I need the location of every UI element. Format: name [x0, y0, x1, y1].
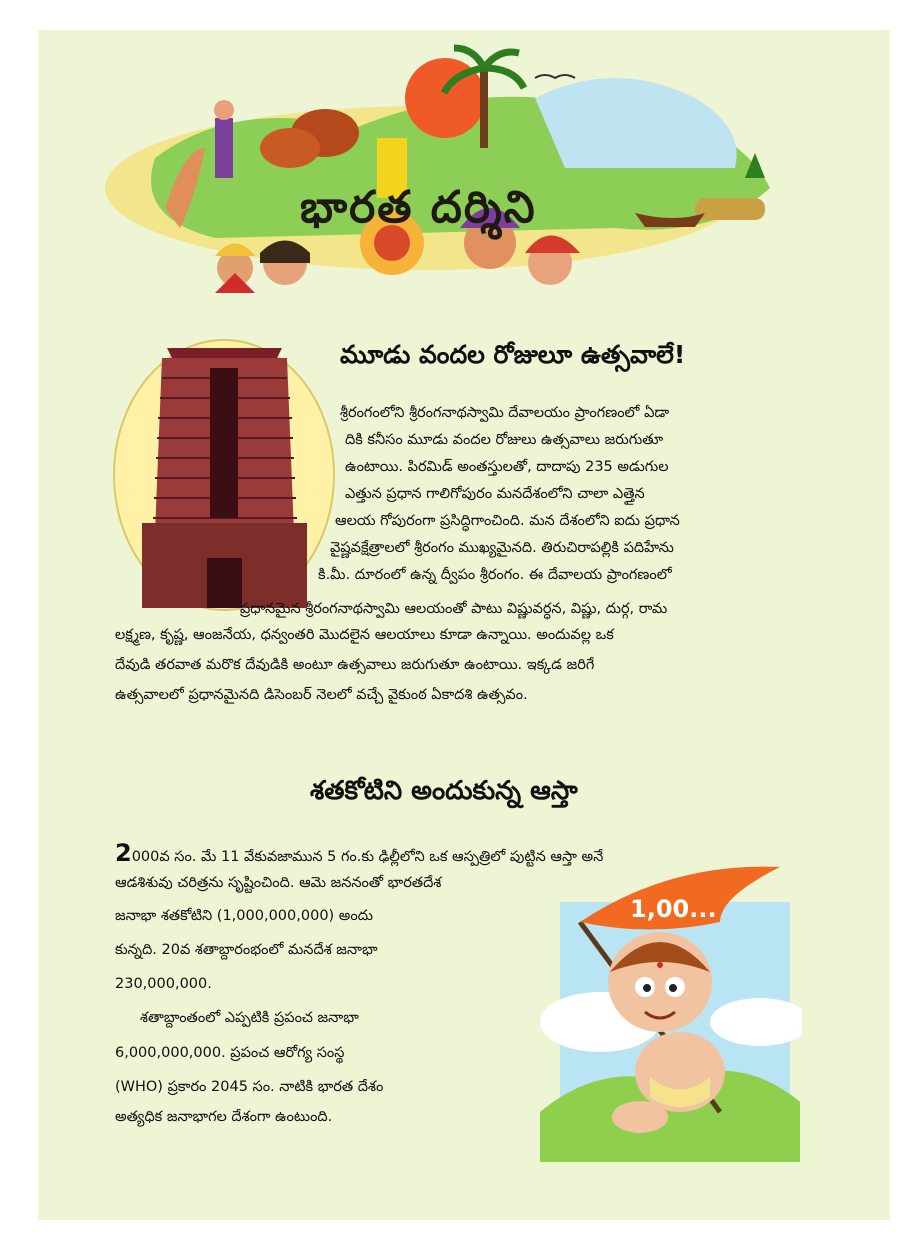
- section1-line: ఉంటాయి. పిరమిడ్ అంతస్తులతో, దాదాపు 235 అడుగుల: [345, 459, 669, 475]
- section1-line: ఆలయ గోపురంగా ప్రసిద్ధిగాంచింది. మన దేశంలోని ఐదు ప్రధాన: [335, 513, 680, 529]
- section1-line: ప్రధానమైన శ్రీరంగనాథస్వామి ఆలయంతో పాటు విష్ణువర్ధన, విష్ణు, దుర్గ, రామ: [240, 601, 668, 617]
- section1-line: లక్ష్మణ, కృష్ణ, ఆంజనేయ, ధన్వంతరి మొదలైన ఆలయాలు కూడా ఉన్నాయి. అందువల్ల ఒక: [115, 627, 614, 643]
- baby-with-flag-illustration: [540, 862, 802, 1166]
- srirangam-temple-image: [112, 338, 337, 613]
- section1-line: ఎత్తున ప్రధాన గాలిగోపురం మనదేశంలోని చాలా ఎత్తైన: [345, 486, 645, 502]
- section2-line: 6,000,000,000. ప్రపంచ ఆరోగ్య సంస్థ: [115, 1045, 345, 1061]
- section2-line: శతాబ్దాంతంలో ఎప్పటికి ప్రపంచ జనాభా: [140, 1010, 359, 1026]
- section1-line: శ్రీరంగంలోని శ్రీరంగనాథస్వామి దేవాలయం ప్రాంగణంలో ఏడా: [340, 405, 670, 421]
- section2-first-line: [115, 840, 603, 871]
- section1-line: ఉత్సవాలలో ప్రధానమైనది డిసెంబర్ నెలలో వచ్చే వైకుంఠ ఏకాదశి ఉత్సవం.: [115, 687, 528, 703]
- section2-line: జనాభా శతకోటిని (1,000,000,000) అందు: [115, 908, 374, 924]
- section1-line: దికి కనీసం మూడు వందల రోజులు ఉత్సవాలు జరుగుతూ: [345, 432, 664, 448]
- bharata-darshini-banner: [95, 38, 775, 300]
- section2-line: 000వ సం. మే 11 వేకువజామున 5 గం.కు ఢిల్లీలోని ఒక ఆస్పత్రిలో పుట్టిన ఆస్తా అనే: [131, 849, 604, 865]
- section2-line: ఆడశిశువు చరిత్రను సృష్టించింది. ఆమె జననంతో భారతదేశ: [115, 875, 442, 891]
- dropcap: 2: [115, 839, 132, 867]
- section2-line: కున్నది. 20వ శతాబ్దారంభంలో మనదేశ జనాభా: [115, 942, 378, 958]
- banner-title: భారత దర్శిని: [300, 182, 537, 233]
- section1-line: దేవుడి తరవాత మరొక దేవుడికి అంటూ ఉత్సవాలు జరుగుతూ ఉంటాయి. ఇక్కడ జరిగే: [115, 657, 595, 673]
- section1-line: కి.మీ. దూరంలో ఉన్న ద్వీపం శ్రీరంగం. ఈ దేవాలయ ప్రాంగణంలో: [318, 567, 672, 583]
- section2-heading: శతకోటిని అందుకున్న ఆస్తా: [310, 776, 578, 806]
- flag-text: 1,00...: [630, 895, 717, 923]
- section1-line: వైష్ణవక్షేత్రాలలో శ్రీరంగం ముఖ్యమైనది. తిరుచిరాపల్లికి పదిహేను: [330, 540, 674, 556]
- section2-line: 230,000,000.: [115, 976, 212, 992]
- section1-heading: మూడు వందల రోజులూ ఉత్సవాలే!: [340, 340, 686, 369]
- section2-line: అత్యధిక జనాభాగల దేశంగా ఉంటుంది.: [115, 1109, 333, 1125]
- section2-line: (WHO) ప్రకారం 2045 సం. నాటికి భారత దేశం: [115, 1079, 384, 1095]
